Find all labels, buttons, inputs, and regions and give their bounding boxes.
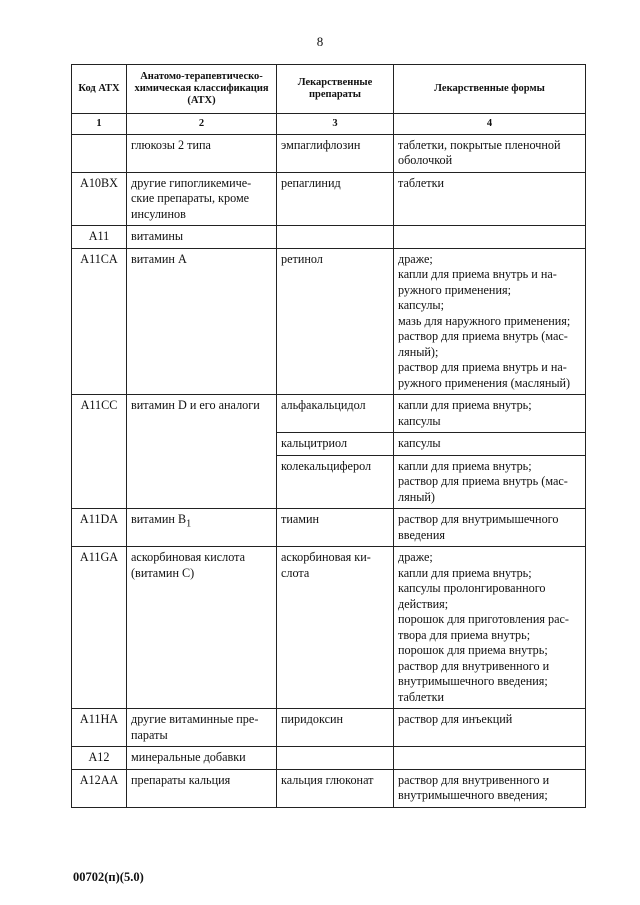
header-forms: Лекарственные формы	[394, 65, 586, 114]
atx-code: A11HA	[72, 709, 127, 747]
drug-name: аскорбиновая ки-слота	[277, 547, 394, 709]
table-row	[72, 769, 586, 807]
table-row	[72, 248, 586, 395]
atx-class: другие гипогликемиче-ские препараты, кроме инсулинов	[127, 172, 277, 226]
header-row	[72, 65, 586, 114]
drug-name: колекальциферол	[277, 455, 394, 509]
page-number: 8	[316, 34, 324, 49]
atx-class: препараты кальция	[127, 769, 277, 807]
atx-class: витамины	[127, 226, 277, 249]
atx-class: глюкозы 2 типа	[127, 134, 277, 172]
table-row	[72, 172, 586, 226]
dosage-forms: раствор для внутримышечного введения	[394, 509, 586, 547]
table-row	[72, 747, 586, 770]
atx-code: A10BX	[72, 172, 127, 226]
atx-code: A11	[72, 226, 127, 249]
dosage-forms: капли для приема внутрь; капсулы	[394, 395, 586, 433]
table-row	[72, 395, 586, 433]
column-number-row	[72, 114, 586, 135]
atx-code: A11CC	[72, 395, 127, 509]
atx-code: A11GA	[72, 547, 127, 709]
table-row	[72, 134, 586, 172]
atx-class: аскорбиновая кислота (витамин С)	[127, 547, 277, 709]
column-number: 4	[394, 114, 586, 135]
table-row	[72, 509, 586, 547]
drug-name: ретинол	[277, 248, 394, 395]
drug-name: альфакальцидол	[277, 395, 394, 433]
atx-code	[72, 134, 127, 172]
header-drugs: Лекарственные препараты	[277, 65, 394, 114]
dosage-forms: драже; капли для приема внутрь и на-ружного применения; капсулы; мазь для наружного применения; раствор для приема внутрь (мас-ляный); раствор для приема внутрь и на-ружного применения (масляный)	[394, 248, 586, 395]
dosage-forms: капсулы	[394, 433, 586, 456]
dosage-forms: таблетки	[394, 172, 586, 226]
dosage-forms	[394, 747, 586, 770]
drug-name: репаглинид	[277, 172, 394, 226]
drug-name: тиамин	[277, 509, 394, 547]
dosage-forms: таблетки, покрытые пленочной оболочкой	[394, 134, 586, 172]
column-number: 1	[72, 114, 127, 135]
dosage-forms: раствор для внутривенного и внутримышечного введения;	[394, 769, 586, 807]
atx-class	[127, 509, 277, 547]
column-number: 2	[127, 114, 277, 135]
drug-name: эмпаглифлозин	[277, 134, 394, 172]
column-number: 3	[277, 114, 394, 135]
drug-name	[277, 747, 394, 770]
dosage-forms: капли для приема внутрь; раствор для приема внутрь (мас-ляный)	[394, 455, 586, 509]
atx-table	[71, 64, 586, 808]
dosage-forms: раствор для инъекций	[394, 709, 586, 747]
drug-name: пиридоксин	[277, 709, 394, 747]
atx-class-subscript: 1	[186, 518, 192, 530]
atx-code: A12AA	[72, 769, 127, 807]
dosage-forms: драже; капли для приема внутрь; капсулы пролонгированного действия; порошок для приготовления рас-твора для приема внутрь; порошок для приема внутрь; раствор для внутривенного и внутримышечного введения; таблетки	[394, 547, 586, 709]
drug-name: кальция глюконат	[277, 769, 394, 807]
table-row	[72, 547, 586, 709]
atx-class-text: витамин В	[131, 512, 187, 526]
dosage-forms	[394, 226, 586, 249]
document-code: 00702(п)(5.0)	[73, 870, 144, 884]
atx-class: витамин А	[127, 248, 277, 395]
atx-code: A11CA	[72, 248, 127, 395]
drug-name: кальцитриол	[277, 433, 394, 456]
atx-class: витамин D и его аналоги	[127, 395, 277, 509]
table-row	[72, 709, 586, 747]
atx-code: A12	[72, 747, 127, 770]
atx-class: минеральные добавки	[127, 747, 277, 770]
atx-code: A11DA	[72, 509, 127, 547]
table-row	[72, 226, 586, 249]
header-classification: Анатомо-терапевтическо-химическая классификация (АТХ)	[127, 65, 277, 114]
atx-class: другие витаминные пре-параты	[127, 709, 277, 747]
drug-name	[277, 226, 394, 249]
header-code: Код АТХ	[72, 65, 127, 114]
